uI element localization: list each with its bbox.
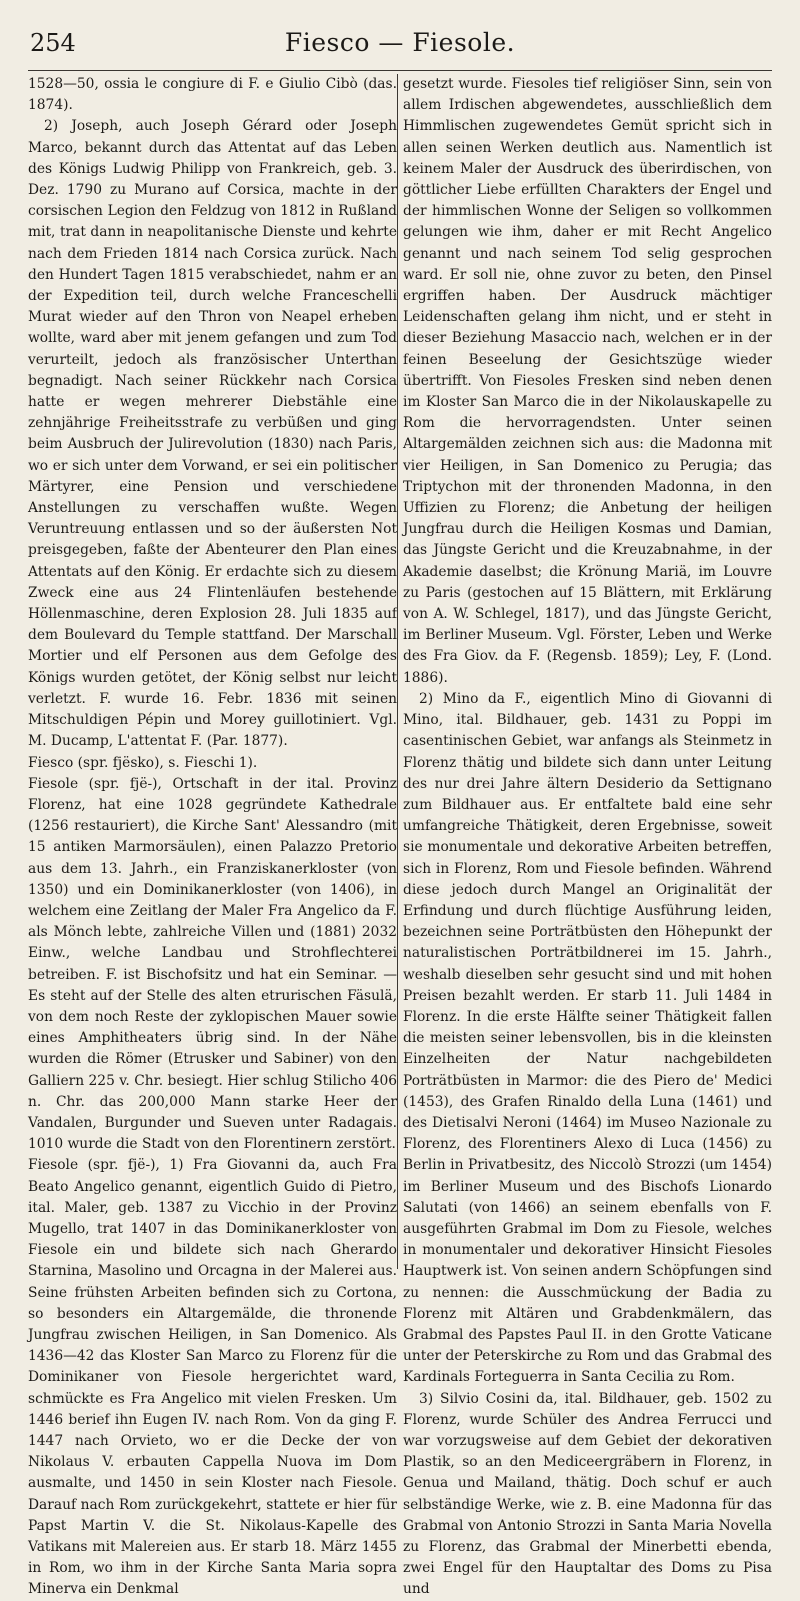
left-column [28,74,397,1598]
paragraph-fieschi-continued: 1528—50, ossia le congiure di F. e Giulio Cibò (das. 1874). [28,76,397,114]
header-rule [28,70,772,71]
page-header [28,0,772,64]
column-divider [397,74,398,1269]
paragraph-silvio-cosini: 3) Silvio Cosini da, ital. Bildhauer, geb. 1502 zu Florenz, wurde Schüler des Andrea Ferrucci und war vorzugsweise auf dem Gebiet der dekorativen Plastik, so an den Mediceergräbern in Florenz, in Genua und Mailand, thätig. Doch schuf er auch selbständige Werke, wie z. B. eine Madonna für das Grabmal von Antonio Strozzi in Santa Maria Novella zu Florenz, das Grabmal der Minerbetti ebenda, zwei Engel für den Hauptaltar des Doms zu Pisa und [403,1390,772,1598]
running-title: Fiesco — Fiesole. [284,28,516,57]
entry-fiesole-fra-giovanni: Fiesole (spr. fjë-), 1) Fra Giovanni da, auch Fra Beato Angelico genannt, eigentlich Guido di Pietro, ital. Maler, geb. 1387 zu Vicchio in der Provinz Mugello, trat 1407 in das Dominikanerkloster von Fiesole ein und bildete sich nach Gherardo Starnina, Masolino und Orcagna in der Malerei aus. Seine frühsten Arbeiten befinden sich zu Cortona, so besonders ein Altargemälde, die thronende Jungfrau zwischen Heiligen, in San Domenico. Als 1436—42 das Kloster San Marco zu Florenz für die Dominikaner von Fiesole hergerichtet ward, schmückte es Fra Angelico mit vielen Fresken. Um 1446 berief ihn Eugen IV. nach Rom. Von da ging F. 1447 nach Orvieto, wo er die Decke der von Nikolaus V. erbauten Cappella Nuova im Dom ausmalte, und 1450 in sein Kloster nach Fiesole. Darauf nach Rom zurückgekehrt, stattete er hier für Papst Martin V. die St. Nikolaus-Kapelle des Vatikans mit Malereien aus. Er starb 18. März 1455 in Rom, wo ihm in der Kirche Santa Maria sopra Minerva ein Denkmal [28,1157,397,1598]
entry-fiesco: Fiesco (spr. fjësko), s. Fieschi 1). [28,754,258,771]
paragraph-fra-angelico-continued: gesetzt wurde. Fiesoles tief religiöser Sinn, sein von allem Irdischen abgewendetes, ausschließlich dem Himmlischen zugewendetes Gemüt spricht sich in allen seinen Werken deutlich aus. Namentlich ist keinem Maler der Ausdruck des überirdischen, von göttlicher Liebe erfüllten Charakters der Engel und der himmlischen Wonne der Seligen so vollkommen gelungen wie ihm, daher er mit Recht Angelico genannt und nach seinem Tod selig gesprochen ward. Er soll nie, ohne zuvor zu beten, den Pinsel ergriffen haben. Der Ausdruck mächtiger Leidenschaften gelang ihm nicht, und er steht in dieser Beziehung Masaccio nach, welchen er in der feinen Beseelung der Gesichtszüge wieder übertrifft. Von Fiesoles Fresken sind neben denen im Kloster San Marco die in der Nikolauskapelle zu Rom die hervorragendsten. Unter seinen Altargemälden zeichnen sich aus: die Madonna mit vier Heiligen, in San Domenico zu Perugia; das Triptychon mit der thronenden Madonna, in den Uffizien zu Florenz; die Anbetung der heiligen Jungfrau durch die Heiligen Kosmas und Damian, das Jüngste Gericht und die Kreuzabnahme, in der Akademie daselbst; die Krönung Mariä, im Louvre zu Paris (gestochen auf 15 Blättern, mit Erklärung von A. W. Schlegel, 1817), und das Jüngste Gericht, im Berliner Museum. Vgl. Förster, Leben und Werke des Fra Giov. da F. (Regensb. 1859); Ley, F. (Lond. 1886). [403,76,772,686]
entry-fiesole-town: Fiesole (spr. fjë-), Ortschaft in der ital. Provinz Florenz, hat eine 1028 gegründete Kathedrale (1256 restauriert), die Kirche Sant' Alessandro (mit 15 antiken Marmorsäulen), einen Palazzo Pretorio aus dem 13. Jahrh., ein Franziskanerkloster (von 1350) und ein Dominikanerkloster (von 1406), in welchem eine Zeitlang der Maler Fra Angelico da F. als Mönch lebte, zahlreiche Villen und (1881) 2032 Einw., welche Landbau und Strohflechterei betreiben. F. ist Bischofsitz und hat ein Seminar. — Es steht auf der Stelle des alten etrurischen Fäsulä, von dem noch Reste der zyklopischen Mauer sowie eines Amphitheaters übrig sind. In der Nähe wurden die Römer (Etrusker und Sabiner) von den Galliern 225 v. Chr. besiegt. Hier schlug Stilicho 406 n. Chr. das 200,000 Mann starke Heer der Vandalen, Burgunder und Sueven unter Radagais. 1010 wurde die Stadt von den Florentinern zerstört. [28,775,397,1153]
paragraph-mino-da-fiesole: 2) Mino da F., eigentlich Mino di Giovanni di Mino, ital. Bildhauer, geb. 1431 zu Poppi im casentinischen Gebiet, war anfangs als Steinmetz in Florenz thätig und bildete sich dann unter Leitung des nur drei Jahre ältern Desiderio da Settignano zum Bildhauer aus. Er entfaltete bald eine sehr umfangreiche Thätigkeit, deren Ergebnisse, soweit sie monumentale und dekorative Arbeiten betreffen, sich in Florenz, Rom und Fiesole befinden. Während diese jedoch durch Mangel an Originalität der Erfindung und durch flüchtige Ausführung leiden, bezeichnen seine Porträtbüsten den Höhepunkt der naturalistischen Porträtbildnerei im 15. Jahrh., weshalb dieselben sehr gesucht sind und mit hohen Preisen bezahlt werden. Er starb 11. Juli 1484 in Florenz. In die erste Hälfte seiner Thätigkeit fallen die meisten seiner lebensvollen, bis in die kleinsten Einzelheiten der Natur nachgebildeten Porträtbüsten in Marmor: die des Piero de' Medici (1453), des Grafen Rinaldo della Luna (1461) und des Dietisalvi Neroni (1464) im Museo Nazionale zu Florenz, des Florentiners Alexo di Luca (1456) zu Berlin in Privatbesitz, des Niccolò Strozzi (um 1454) im Berliner Museum und des Bischofs Lionardo Salutati (von 1466) an seinem ebenfalls von F. ausgeführten Grabmal im Dom zu Fiesole, welches in monumentaler und dekorativer Hinsicht Fiesoles Hauptwerk ist. Von seinen andern Schöpfungen sind zu nennen: die Ausschmückung der Badia zu Florenz mit Altären und Grabdenkmälern, das Grabmal des Papstes Paul II. in den Grotte Vaticane unter der Peterskirche zu Rom und das Grabmal des Kardinals Forteguerra in Santa Cecilia zu Rom. [403,690,772,1386]
paragraph-joseph-fieschi: 2) Joseph, auch Joseph Gérard oder Joseph Marco, bekannt durch das Attentat auf das Leben des Königs Ludwig Philipp von Frankreich, geb. 3. Dez. 1790 zu Murano auf Corsica, machte in der corsischen Legion den Feldzug von 1812 in Rußland mit, trat dann in neapolitanische Dienste und kehrte nach dem Frieden 1814 nach Corsica zurück. Nach den Hundert Tagen 1815 verabschiedet, nahm er an der Expedition teil, durch welche Franceschelli Murat wieder auf den Thron von Neapel erheben wollte, ward aber mit jenem gefangen und zum Tod verurteilt, jedoch als französischer Unterthan begnadigt. Nach seiner Rückkehr nach Corsica hatte er wegen mehrerer Diebstähle eine zehnjährige Freiheitsstrafe zu verbüßen und ging beim Ausbruch der Julirevolution (1830) nach Paris, wo er sich unter dem Vorwand, er sei ein politischer Märtyrer, eine Pension und verschiedene Anstellungen zu verschaffen wußte. Wegen Veruntreuung entlassen und so der äußersten Not preisgegeben, faßte der Abenteurer den Plan eines Attentats auf den König. Er erdachte sich zu diesem Zweck eine aus 24 Flintenläufen bestehende Höllenmaschine, deren Explosion 28. Juli 1835 auf dem Boulevard du Temple stattfand. Der Marschall Mortier und elf Personen aus dem Gefolge des Königs wurden getötet, der König selbst nur leicht verletzt. F. wurde 16. Febr. 1836 mit seinen Mitschuldigen Pépin und Morey guillotiniert. Vgl. M. Ducamp, L'attentat F. (Par. 1877). [28,118,397,750]
page-number: 254 [30,29,76,57]
right-column [403,74,772,1598]
